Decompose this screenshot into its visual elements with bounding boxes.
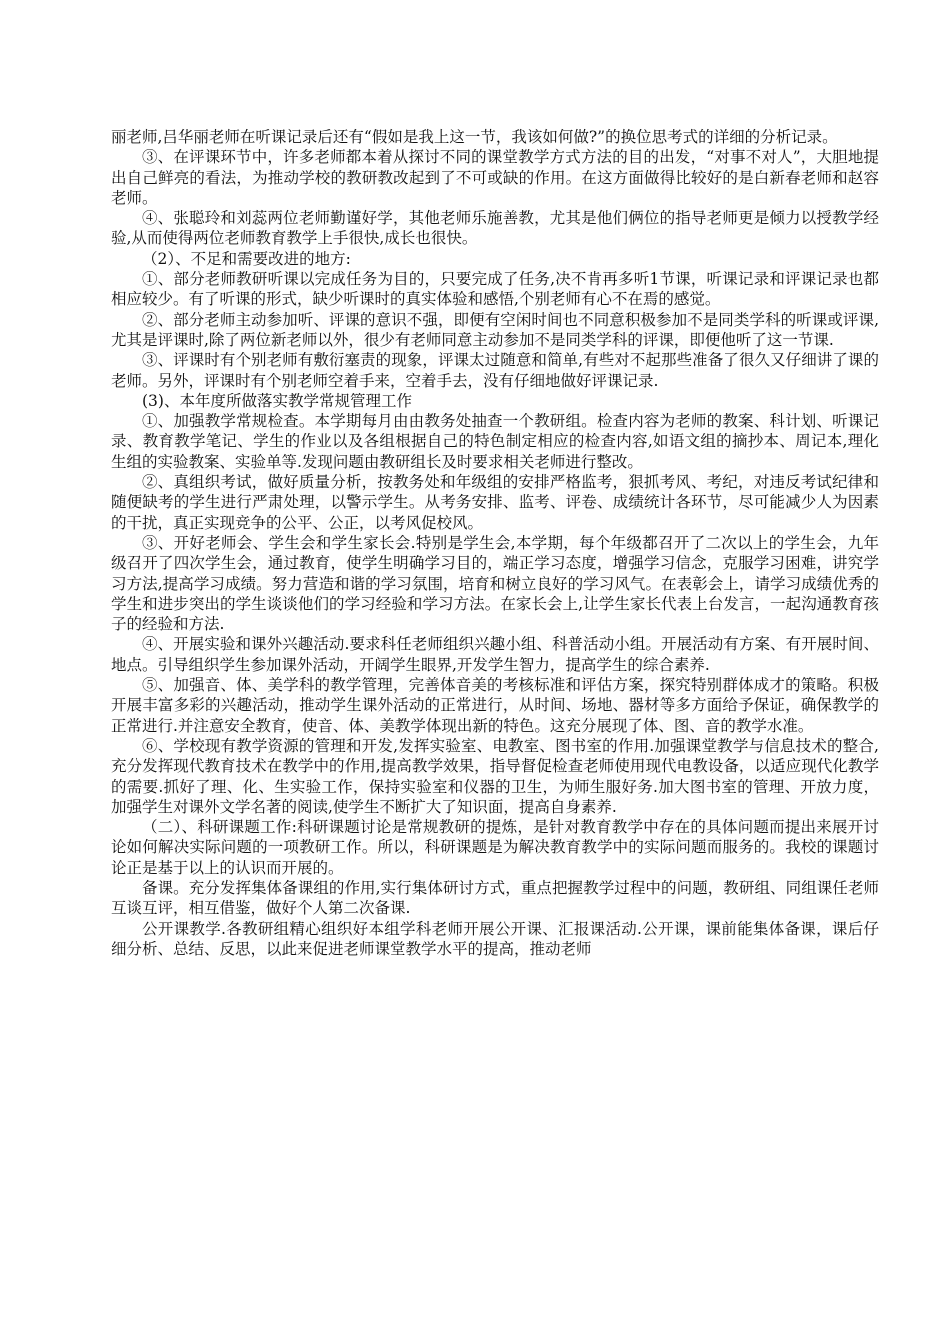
paragraph-management-6: ⑥、学校现有教学资源的管理和开发,发挥实验室、电教室、图书室的作用.加强课堂教学与信息技术的整合,充分发挥现代教育技术在教学中的作用,提高教学效果，指导督促检查老师使用现代电教设备，以适应现代化教学的需要.抓好了理、化、生实验工作，保持实验室和仪器的卫生，为师生服好务.加大图书室的管理、开放力度，加强学生对课外文学名著的阅读,使学生不断扩大了知识面，提高自身素养.	[111, 736, 879, 816]
paragraph-open-class: 公开课教学.各教研组精心组织好本组学科老师开展公开课、汇报课活动.公开课，课前能集体备课，课后仔细分析、总结、反思，以此来促进老师课堂教学水平的提高，推动老师	[111, 919, 879, 958]
paragraph-management-2: ②、真组织考试，做好质量分析，按教务处和年级组的安排严格监考，狠抓考风、考纪，对违反考试纪律和随便缺考的学生进行严肃处理，以警示学生。从考务安排、监考、评卷、成绩统计各环节，尽可能减少人为因素的干扰，真正实现竞争的公平、公正，以考风促校风。	[111, 473, 879, 532]
paragraph-management-4: ④、开展实验和课外兴趣活动.要求科任老师组织兴趣小组、科普活动小组。开展活动有方案、有开展时间、地点。引导组织学生参加课外活动，开阔学生眼界,开发学生智力，提高学生的综合素养.	[111, 635, 879, 674]
paragraph-item-3-evaluation: ③、在评课环节中，许多老师都本着从探讨不同的课堂教学方式方法的目的出发，“对事不对人”，大胆地提出自己鲜亮的看法，为推动学校的教研教改起到了不可或缺的作用。在这方面做得比较好的是白新春老师和赵容老师。	[111, 148, 879, 207]
section-heading-routine-management: (3)、本年度所做落实教学常规管理工作	[142, 391, 412, 410]
paragraph-management-1: ①、加强教学常规检查。本学期每月由由教务处抽查一个教研组。检查内容为老师的教案、科计划、听课记录、教育教学笔记、学生的作业以及各组根据自己的特色制定相应的检查内容,如语文组的摘抄本、周记本,理化生组的实验教案、实验单等.发现问题由教研组长及时要求相关老师进行整改。	[111, 412, 879, 471]
paragraph-shortcoming-3: ③、评课时有个别老师有敷衍塞责的现象，评课太过随意和简单,有些对不起那些准备了很久又仔细讲了课的老师。另外，评课时有个别老师空着手来，空着手去，没有仔细地做好评课记录.	[111, 351, 879, 390]
paragraph-shortcoming-1: ①、部分老师教研听课以完成任务为目的，只要完成了任务,决不肯再多听1节课，听课记录和评课记录也都相应较少。有了听课的形式，缺少听课时的真实体验和感悟,个别老师有心不在焉的感觉。	[111, 270, 879, 309]
paragraph-management-3: ③、开好老师会、学生会和学生家长会.特别是学生会,本学期，每个年级都召开了二次以上的学生会，九年级召开了四次学生会，通过教育，使学生明确学习目的，端正学习态度，增强学习信念，克服学习困难，讲究学习方法,提高学习成绩。努力营造和谐的学习氛围，培育和树立良好的学习风气。在表彰会上，请学习成绩优秀的学生和进步突出的学生谈谈他们的学习经验和学习方法。在家长会上,让学生家长代表上台发言，一起沟通教育孩子的经验和方法.	[111, 533, 879, 634]
paragraph-shortcoming-2: ②、部分老师主动参加听、评课的意识不强，即便有空闲时间也不同意积极参加不是同类学科的听课或评课,尤其是评课时,除了两位新老师以外，很少有老师同意主动参加不是同类学科的评课，即便他听了这一节课.	[111, 310, 879, 349]
paragraph-continuation: 丽老师,吕华丽老师在听课记录后还有“假如是我上这一节，我该如何做?”的换位思考式的详细的分析记录。	[111, 128, 838, 146]
document-page	[111, 127, 879, 959]
paragraph-lesson-prep: 备课。充分发挥集体备课组的作用,实行集体研讨方式，重点把握教学过程中的问题，教研组、同组课任老师互谈互评，相互借鉴，做好个人第二次备课.	[111, 878, 879, 918]
paragraph-item-4-new-teachers: ④、张聪玲和刘蕊两位老师勤谨好学，其他老师乐施善教，尤其是他们俩位的指导老师更是倾力以授教学经验,从而使得两位老师教育教学上手很快,成长也很快。	[111, 209, 879, 248]
paragraph-management-5: ⑤、加强音、体、美学科的教学管理，完善体音美的考核标准和评估方案，探究特别群体成才的策略。积极开展丰富多彩的兴趣活动，推动学生课外活动的正常进行，从时间、场地、器材等多方面给予保证，确保教学的正常进行.并注意安全教育，使音、体、美教学体现出新的特色。这充分展现了体、图、音的教学水准。	[111, 676, 879, 735]
section-heading-research: （二）、科研课题工作:科研课题讨论是常规教研的提炼，是针对教育教学中存在的具体问题而提出来展开讨论如何解决实际问题的一项教研工作。所以，科研课题是为解决教育教学中的实际问题而服务的。我校的课题讨论正是基于以上的认识而开展的。	[111, 818, 879, 877]
section-heading-shortcomings: （2）、不足和需要改进的地方:	[142, 249, 351, 268]
